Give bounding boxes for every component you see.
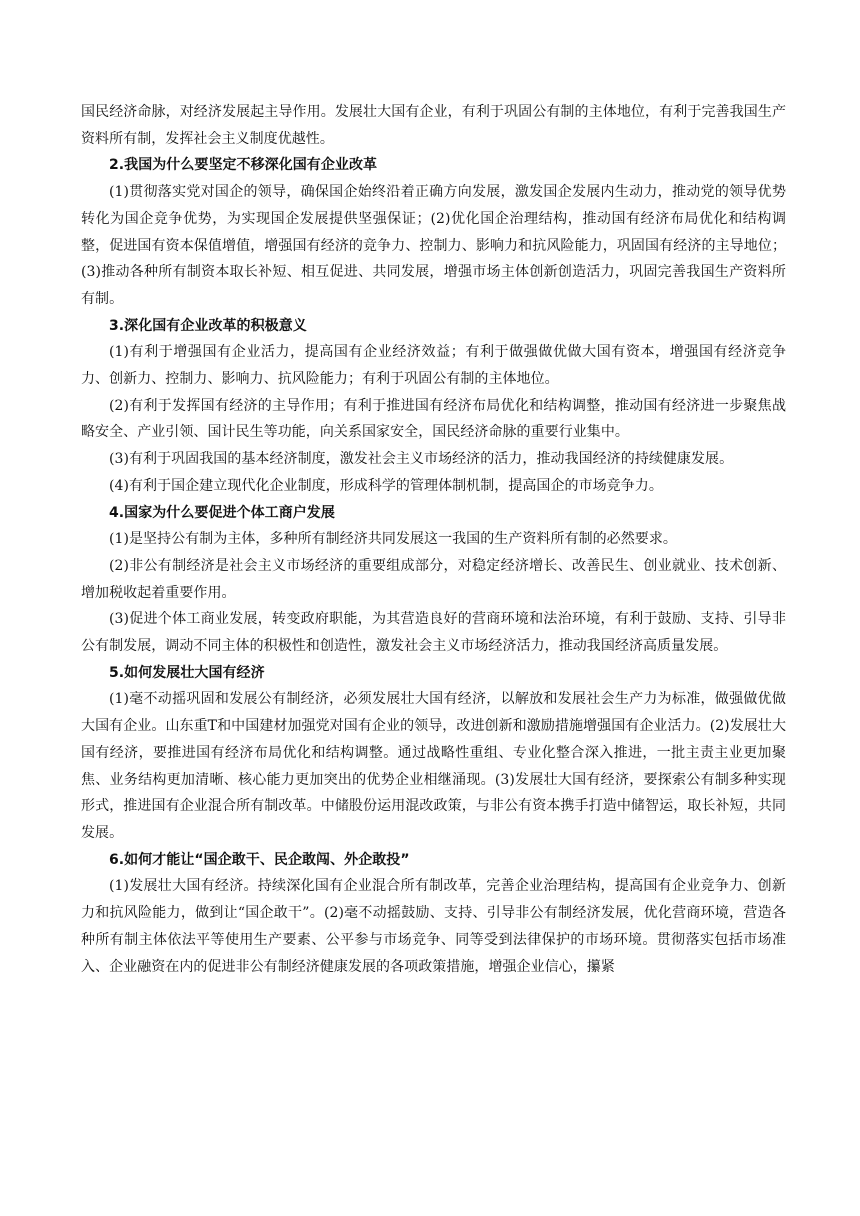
paragraph-3-1: (1)有利于增强国有企业活力，提高国有企业经济效益；有利于做强做优做大国有资本，增强国有经济竞争力、创新力、控制力、影响力、抗风险能力；有利于巩固公有制的主体地位。: [81, 344, 786, 388]
section-heading-3: 3.深化国有企业改革的积极意义: [109, 317, 307, 334]
paragraph-3-4: (4)有利于国企建立现代化企业制度，形成科学的管理体制机制，提高国企的市场竞争力。: [109, 477, 663, 494]
section-heading-6: 6.如何才能让“国企敢干、民企敢闯、外企敢投”: [109, 851, 410, 868]
paragraph-intro: 国民经济命脉，对经济发展起主导作用。发展壮大国有企业，有利于巩固公有制的主体地位，有利于完善我国生产资料所有制，发挥社会主义制度优越性。: [81, 104, 786, 147]
paragraph-4-2: (2)非公有制经济是社会主义市场经济的重要组成部分，对稳定经济增长、改善民生、创业就业、技术创新、增加税收起着重要作用。: [81, 557, 786, 601]
paragraph-6-body: (1)发展壮大国有经济。持续深化国有企业混合所有制改革，完善企业治理结构，提高国有企业竞争力、创新力和抗风险能力，做到让“国企敢干”。(2)毫不动摇鼓励、支持、引导非公有制经济发展，优化营商环境，营造各种所有制主体依法平等使用生产要素、公平参与市场竞争、同等受到法律保护的市场环境。贯彻落实包括市场准入、企业融资在内的促进非公有制经济健康发展的各项政策措施，增强企业信心，攥紧: [81, 878, 786, 975]
paragraph-2-body: (1)贯彻落实党对国企的领导，确保国企始终沿着正确方向发展，激发国企发展内生动力，推动党的领导优势转化为国企竞争优势，为实现国企发展提供坚强保证；(2)优化国企治理结构，推动国有经济布局优化和结构调整，促进国有资本保值增值，增强国有经济的竞争力、控制力、影响力和抗风险能力，巩固国有经济的主导地位；(3)推动各种所有制资本取长补短、相互促进、共同发展，增强市场主体创新创造活力，巩固完善我国生产资料所有制。: [81, 184, 786, 307]
section-heading-5: 5.如何发展壮大国有经济: [109, 664, 265, 681]
paragraph-3-2: (2)有利于发挥国有经济的主导作用；有利于推进国有经济布局优化和结构调整，推动国有经济进一步聚焦战略安全、产业引领、国计民生等功能，向关系国家安全，国民经济命脉的重要行业集中。: [81, 397, 786, 441]
paragraph-4-3: (3)促进个体工商业发展，转变政府职能，为其营造良好的营商环境和法治环境，有利于鼓励、支持、引导非公有制发展，调动不同主体的积极性和创造性，激发社会主义市场经济活力，推动我国经济高质量发展。: [81, 611, 786, 655]
paragraph-5-body: (1)毫不动摇巩固和发展公有制经济，必须发展壮大国有经济，以解放和发展社会生产力为标准，做强做优做大国有企业。山东重T和中国建材加强党对国有企业的领导，改进创新和激励措施增强国有企业活力。(2)发展壮大国有经济，要推进国有经济布局优化和结构调整。通过战略性重组、专业化整合深入推进，一批主责主业更加聚焦、业务结构更加清晰、核心能力更加突出的优势企业相继涌现。(3)发展壮大国有经济，要探索公有制多种实现形式，推进国有企业混合所有制改革。中储股份运用混改政策，与非公有资本携手打造中储智运，取长补短，共同发展。: [81, 691, 786, 841]
paragraph-3-3: (3)有利于巩固我国的基本经济制度，激发社会主义市场经济的活力，推动我国经济的持续健康发展。: [109, 451, 734, 468]
section-heading-2: 2.我国为什么要坚定不移深化国有企业改革: [109, 157, 378, 174]
section-heading-4: 4.国家为什么要促进个体工商户发展: [109, 504, 335, 521]
paragraph-4-1: (1)是坚持公有制为主体，多种所有制经济共同发展这一我国的生产资料所有制的必然要求。: [109, 531, 677, 548]
